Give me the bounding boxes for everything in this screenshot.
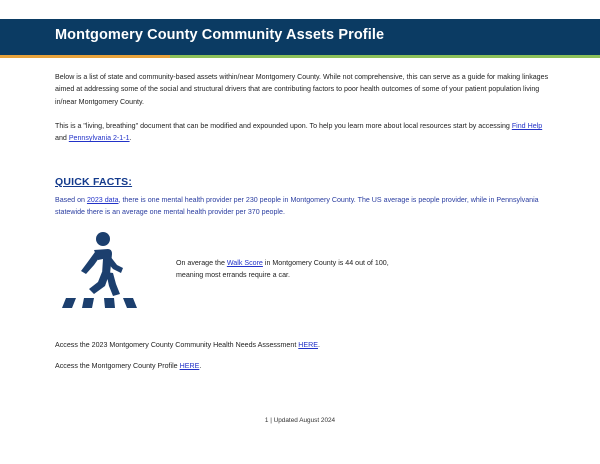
fact-prefix: Based on [55,196,87,204]
mental-health-fact [55,194,555,219]
walk-score-line2: meaning most errands require a car. [176,271,290,280]
profile-period: . [199,362,202,370]
walk-score-text: in Montgomery County is 44 out of 100, [262,259,389,267]
period-text: . [129,134,132,143]
walk-prefix: On average the [176,259,227,267]
chna-access-line [55,341,320,349]
fact-text: , there is one mental health provider per 230 people in Montgomery County. The US average is people provider, while in Pennsylvania statewide there is an average one mental health provider per 370 people. [55,196,539,217]
conjunction-text: and [55,134,69,143]
chna-period: . [318,341,320,349]
find-help-link[interactable]: Find Help [511,122,543,130]
page-footer: 1 | Updated August 2024 [264,417,336,424]
accent-stripe-orange [0,55,170,58]
profile-access-line [55,362,201,370]
profile-here-link[interactable]: HERE [179,362,200,370]
quick-facts-heading: QUICK FACTS: [55,176,133,188]
chna-text: Access the 2023 Montgomery County Community Health Needs Assessment [55,341,299,349]
data-2023-link[interactable]: 2023 data [86,196,119,204]
header-banner [0,19,600,55]
intro-paragraph [55,71,555,108]
profile-text: Access the Montgomery County Profile [55,362,180,370]
intro-text: Below is a list of state and community-based assets within/near Montgomery County. While not comprehensive, this can serve as a guide for making linkages aimed at addressing some of the social and structural drivers that are contributing factors to poor health outcomes of some of your patient population living in/near Montgomery County. [55,73,549,106]
accent-stripe-green [170,55,600,58]
page-title: Montgomery County Community Assets Profile [55,27,385,43]
pedestrian-crosswalk-icon [58,228,142,312]
resources-paragraph [55,120,555,145]
walk-score-fact [176,257,456,282]
walk-score-link[interactable]: Walk Score [226,259,263,267]
pa-211-link[interactable]: Pennsylvania 2-1-1 [68,134,130,143]
chna-here-link[interactable]: HERE [298,341,318,349]
resources-text: This is a "living, breathing" document that can be modified and expounded upon. To help you learn more about local resources start by accessing [55,122,512,130]
